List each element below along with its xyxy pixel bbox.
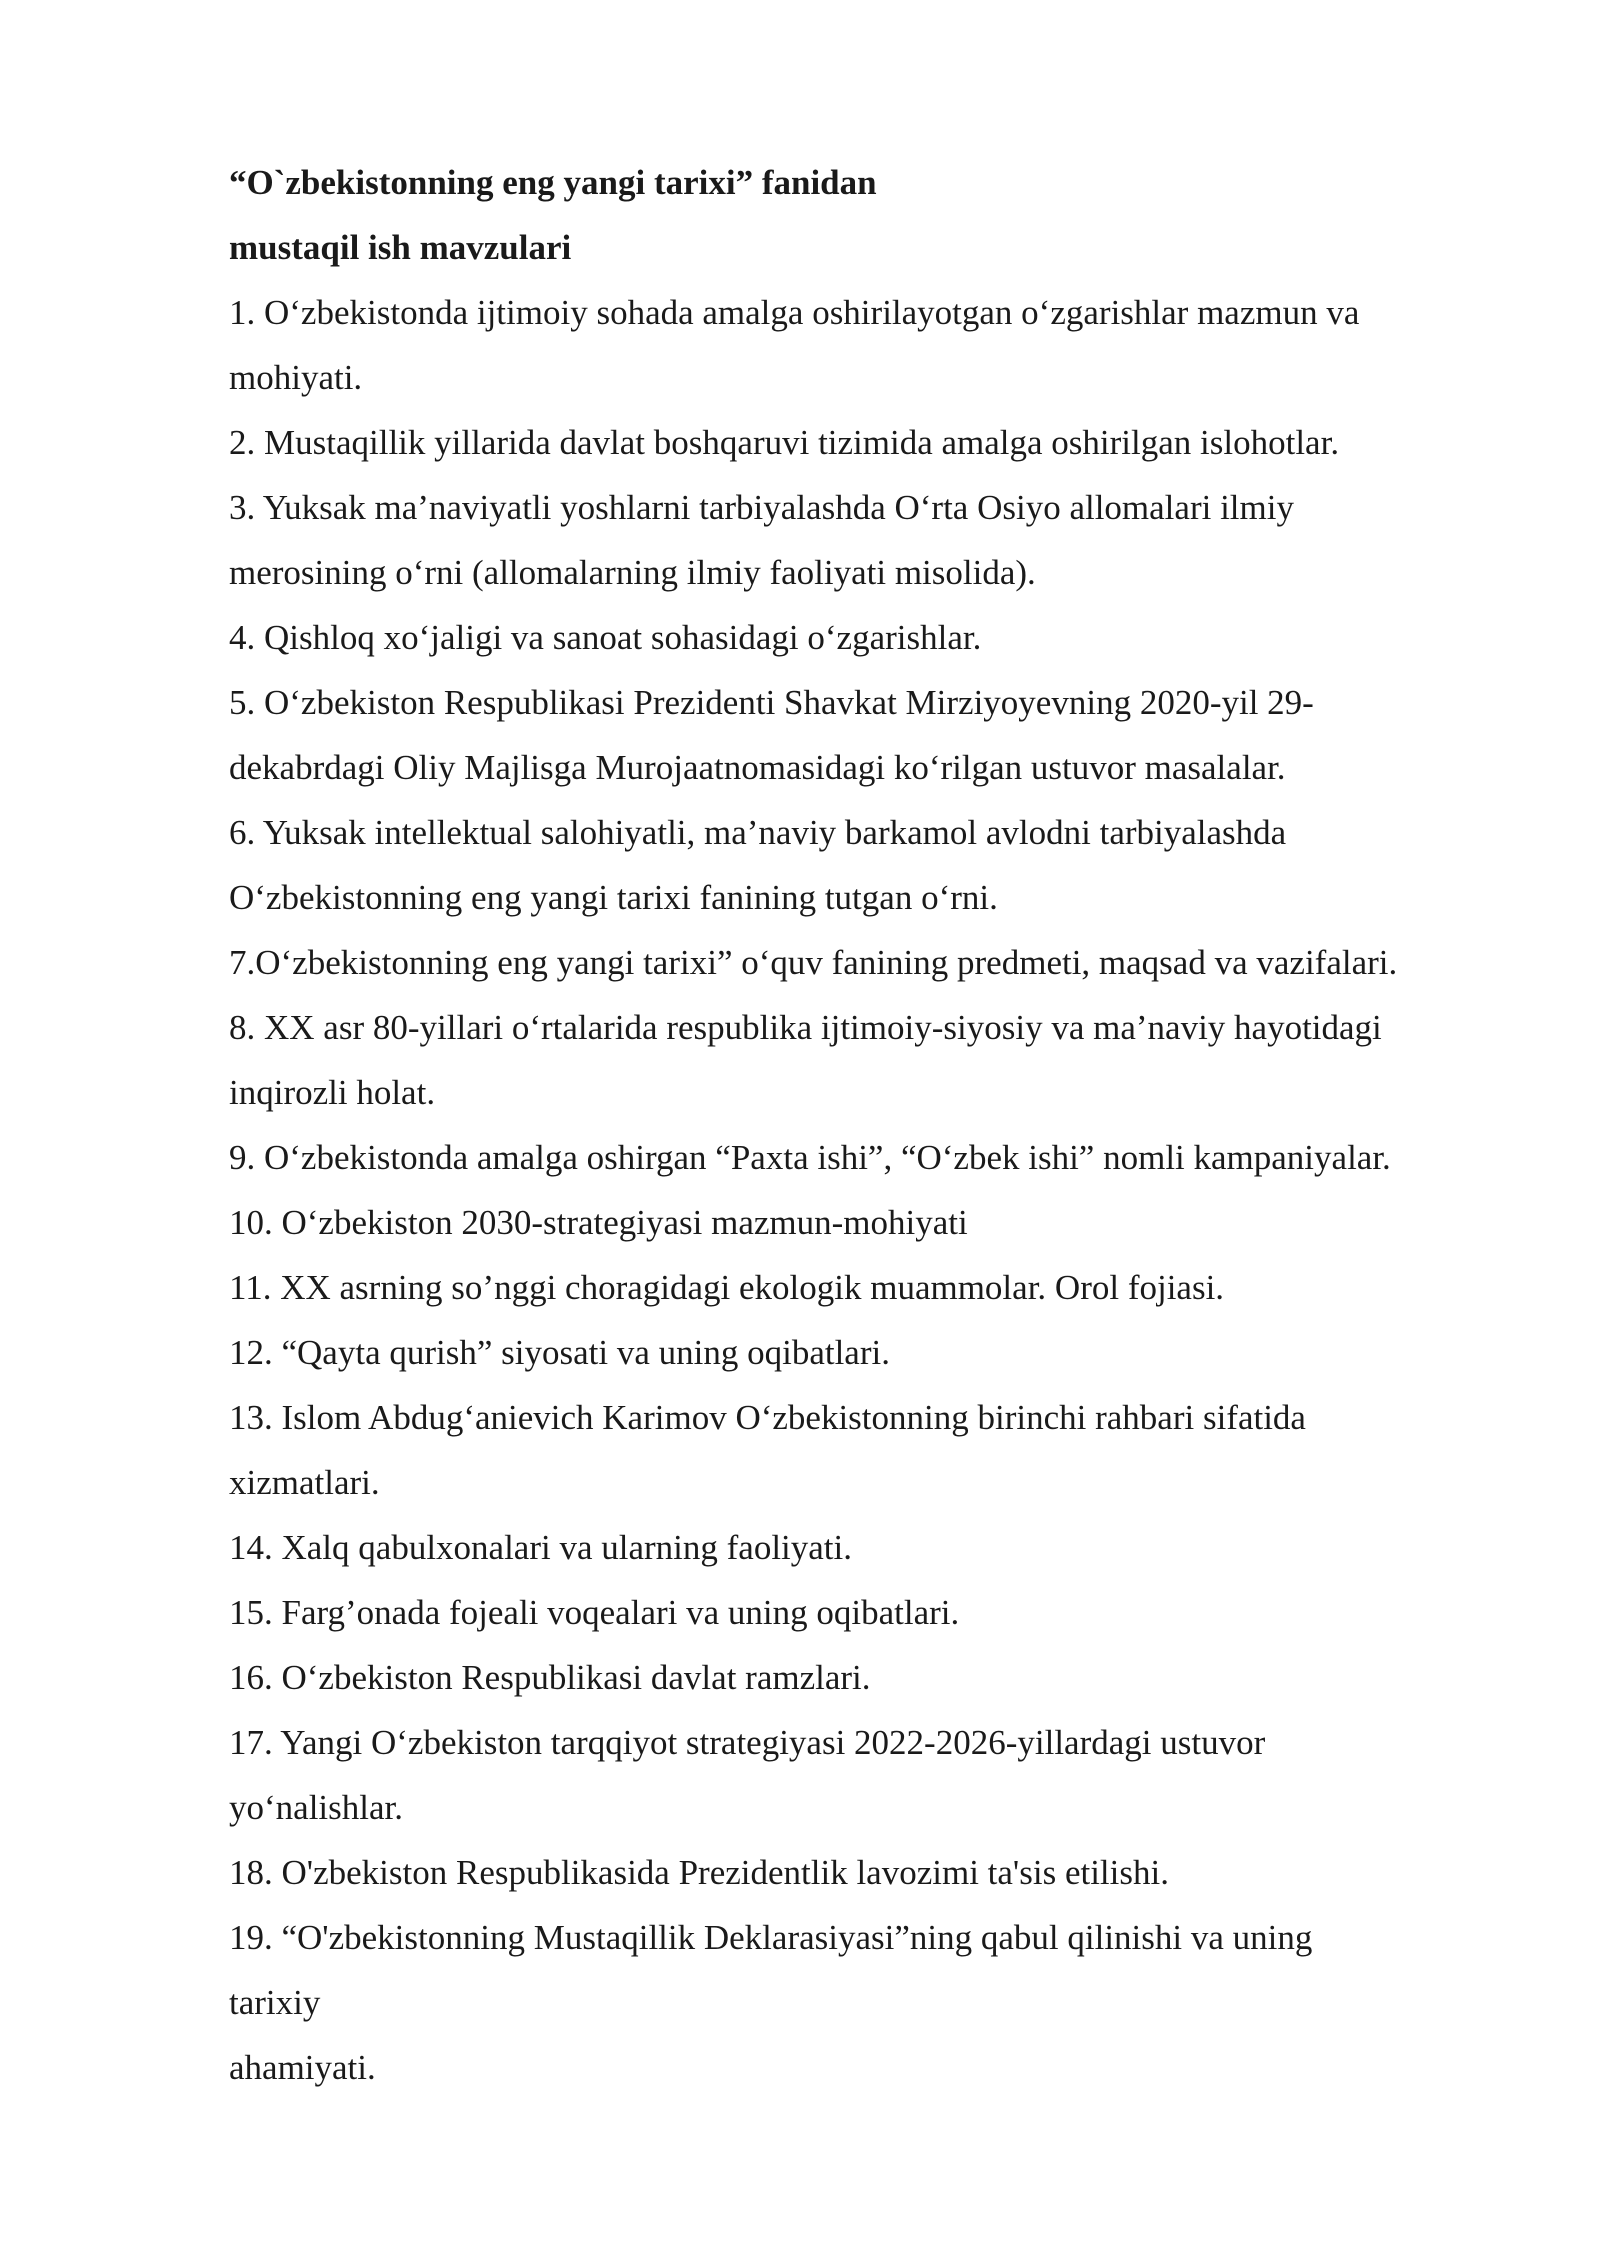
topic-item-line: 16. O‘zbekiston Respublikasi davlat ramzlari.: [229, 1658, 871, 1697]
topic-item: [229, 1840, 1529, 1905]
topic-item-line: 19. “O'zbekistonning Mustaqillik Deklarasiyasi”ning qabul qilinishi va uning: [229, 1918, 1313, 1957]
topic-item: [229, 930, 1529, 995]
topic-item-line: xizmatlari.: [229, 1463, 380, 1502]
topic-item-line: 10. O‘zbekiston 2030-strategiyasi mazmun-mohiyati: [229, 1203, 968, 1242]
topic-item: [229, 1255, 1529, 1320]
topic-item: [229, 800, 1529, 930]
topic-item-line: 3. Yuksak ma’naviyatli yoshlarni tarbiyalashda O‘rta Osiyo allomalari ilmiy: [229, 488, 1294, 527]
topic-item-line: 5. O‘zbekiston Respublikasi Prezidenti Shavkat Mirziyoyevning 2020-yil 29-: [229, 683, 1314, 722]
topic-item-line: inqirozli holat.: [229, 1073, 436, 1112]
topic-item-line: 17. Yangi O‘zbekiston tarqqiyot strategiyasi 2022-2026-yillardagi ustuvor: [229, 1723, 1266, 1762]
topic-item: [229, 1190, 1529, 1255]
topic-item-line: tarixiy: [229, 1983, 321, 2022]
topic-item: [229, 670, 1529, 800]
topic-item-line: 12. “Qayta qurish” siyosati va uning oqibatlari.: [229, 1333, 890, 1372]
topic-list: [229, 280, 1529, 2100]
topic-item-line: 14. Xalq qabulxonalari va ularning faoliyati.: [229, 1528, 853, 1567]
topic-item-line: dekabrdagi Oliy Majlisga Murojaatnomasidagi ko‘rilgan ustuvor masalalar.: [229, 748, 1286, 787]
document-body: [229, 150, 1529, 2100]
topic-item-line: 1. O‘zbekistonda ijtimoiy sohada amalga oshirilayotgan o‘zgarishlar mazmun va: [229, 293, 1360, 332]
topic-item-line: 13. Islom Abdug‘anievich Karimov O‘zbekistonning birinchi rahbari sifatida: [229, 1398, 1306, 1437]
topic-item-line: 7.O‘zbekistonning eng yangi tarixi” o‘quv fanining predmeti, maqsad va vazifalari.: [229, 943, 1398, 982]
topic-item-line: mohiyati.: [229, 358, 363, 397]
topic-item: [229, 1645, 1529, 1710]
topic-item-line: 15. Farg’onada fojeali voqealari va uning oqibatlari.: [229, 1593, 960, 1632]
heading-line-title: mustaqil ish mavzulari: [229, 228, 572, 267]
heading-line-subject: “O`zbekistonning eng yangi tarixi” fanidan: [229, 163, 877, 202]
topic-item: [229, 1710, 1529, 1840]
topic-item: [229, 475, 1529, 605]
topic-item-line: 8. XX asr 80-yillari o‘rtalarida respublika ijtimoiy-siyosiy va ma’naviy hayotidagi: [229, 1008, 1382, 1047]
topic-item: [229, 410, 1529, 475]
document-heading: [229, 150, 1529, 280]
topic-item-line: yo‘nalishlar.: [229, 1788, 403, 1827]
topic-item-line: 18. O'zbekiston Respublikasida Prezidentlik lavozimi ta'sis etilishi.: [229, 1853, 1169, 1892]
topic-item: [229, 1385, 1529, 1515]
topic-item: [229, 995, 1529, 1125]
topic-item: [229, 1125, 1529, 1190]
topic-item: [229, 605, 1529, 670]
topic-item-line: 11. XX asrning so’nggi choragidagi ekologik muammolar. Orol fojiasi.: [229, 1268, 1225, 1307]
topic-item: [229, 280, 1529, 410]
topic-item: [229, 1515, 1529, 1580]
topic-item: [229, 1905, 1529, 2100]
topic-item-line: 4. Qishloq xo‘jaligi va sanoat sohasidagi o‘zgarishlar.: [229, 618, 982, 657]
topic-item: [229, 1580, 1529, 1645]
topic-item-line: 6. Yuksak intellektual salohiyatli, ma’naviy barkamol avlodni tarbiyalashda: [229, 813, 1287, 852]
topic-item-line: merosining o‘rni (allomalarning ilmiy faoliyati misolida).: [229, 553, 1036, 592]
topic-item-line: 2. Mustaqillik yillarida davlat boshqaruvi tizimida amalga oshirilgan islohotlar.: [229, 423, 1340, 462]
topic-item-line: ahamiyati.: [229, 2048, 376, 2087]
topic-item: [229, 1320, 1529, 1385]
topic-item-line: 9. O‘zbekistonda amalga oshirgan “Paxta ishi”, “O‘zbek ishi” nomli kampaniyalar.: [229, 1138, 1391, 1177]
topic-item-line: O‘zbekistonning eng yangi tarixi fanining tutgan o‘rni.: [229, 878, 998, 917]
